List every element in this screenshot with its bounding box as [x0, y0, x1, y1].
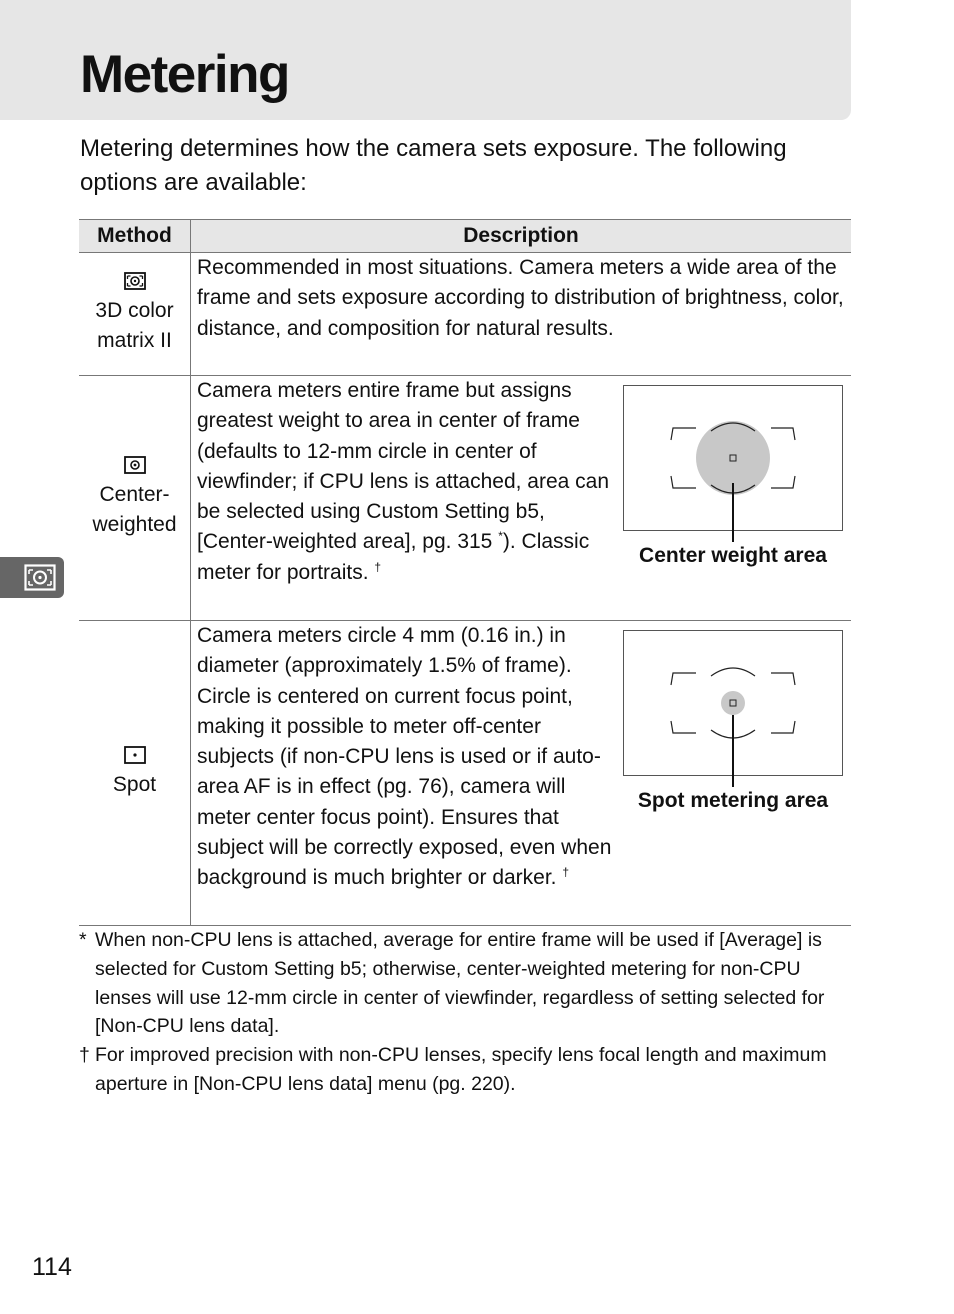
table-row-center-weighted [79, 376, 851, 621]
method-cell [79, 621, 190, 925]
description-cell [190, 376, 851, 620]
footnote-ref-dagger: † [562, 865, 570, 880]
table-header-row [79, 220, 851, 253]
spot-figure [615, 621, 845, 925]
method-cell [79, 376, 190, 620]
footnotes [79, 926, 839, 1099]
method-label-line2: matrix II [97, 329, 172, 352]
description-text [197, 376, 615, 620]
center-weight-figure [615, 376, 845, 620]
description-cell [190, 621, 851, 925]
header-description: Description [190, 220, 851, 252]
description-main: Camera meters circle 4 mm (0.16 in.) in diameter (approximately 1.5% of frame). Circle is centered on current focus point, making it possible to meter off-center subjects (if non-CPU lens is used or if auto-area AF is in effect (pg. 76), camera will meter center focus point). Ensures that subject will be correctly exposed, even when background is much brighter or darker. [197, 624, 612, 890]
description-rest: ). Classic meter for portraits. [197, 530, 590, 584]
footnote-text: For improved precision with non-CPU lenses, specify lens focal length and maximum aperture in [Non-CPU lens data] menu (pg. 220). [95, 1044, 827, 1095]
table-row-matrix [79, 253, 851, 376]
footnote-ref-dagger: † [374, 559, 382, 574]
spot-area-circle [721, 691, 745, 715]
page-number: 114 [32, 1253, 72, 1281]
callout-line [623, 530, 843, 542]
intro-paragraph: Metering determines how the camera sets exposure. The following options are available: [80, 135, 787, 196]
method-label-line1: 3D color [95, 299, 174, 322]
callout-line [623, 775, 843, 787]
footnote-asterisk [79, 926, 839, 1041]
matrix-metering-icon [24, 564, 56, 591]
spot-metering-icon [124, 746, 146, 764]
chapter-tab [0, 557, 64, 598]
table-row-spot [79, 621, 851, 926]
page-title: Metering [80, 45, 289, 104]
viewfinder-diagram [623, 385, 843, 531]
figure-caption: Center weight area [639, 544, 827, 567]
method-cell [79, 253, 190, 375]
center-weighted-metering-icon [124, 456, 146, 474]
description-text [197, 621, 615, 925]
method-label-line1: Spot [112, 773, 157, 796]
title-banner [0, 0, 851, 120]
footnote-dagger [79, 1041, 839, 1099]
footnote-mark: * [79, 929, 87, 951]
description-main: Camera meters entire frame but assigns greatest weight to area in center of frame (defaults to 12-mm circle in center of viewfinder; if CPU lens is attached, area can be selected using Custom Setting b5, [Center-weighted area], pg. 315 [197, 379, 610, 554]
figure-caption: Spot metering area [637, 789, 829, 812]
description-cell [190, 253, 851, 375]
header-method: Method [97, 224, 172, 247]
matrix-metering-icon [124, 272, 146, 290]
method-label-line1: Center- [99, 483, 170, 506]
footnote-text: When non-CPU lens is attached, average for entire frame will be used if [Average] is selected for Custom Setting b5; otherwise, center-weighted metering for non-CPU lenses will use 12-mm circle in center of viewfinder, regardless of setting selected for [Non-CPU lens data]. [95, 929, 825, 1038]
viewfinder-diagram [623, 630, 843, 776]
metering-options-table [79, 219, 851, 926]
footnote-mark: † [79, 1044, 90, 1067]
footnote-ref-asterisk: * [498, 529, 503, 544]
method-label-line2: weighted [92, 513, 177, 536]
description-text: Recommended in most situations. Camera meters a wide area of the frame and sets exposure according to distribution of brightness, color, distance, and composition for natural results. [197, 256, 844, 340]
